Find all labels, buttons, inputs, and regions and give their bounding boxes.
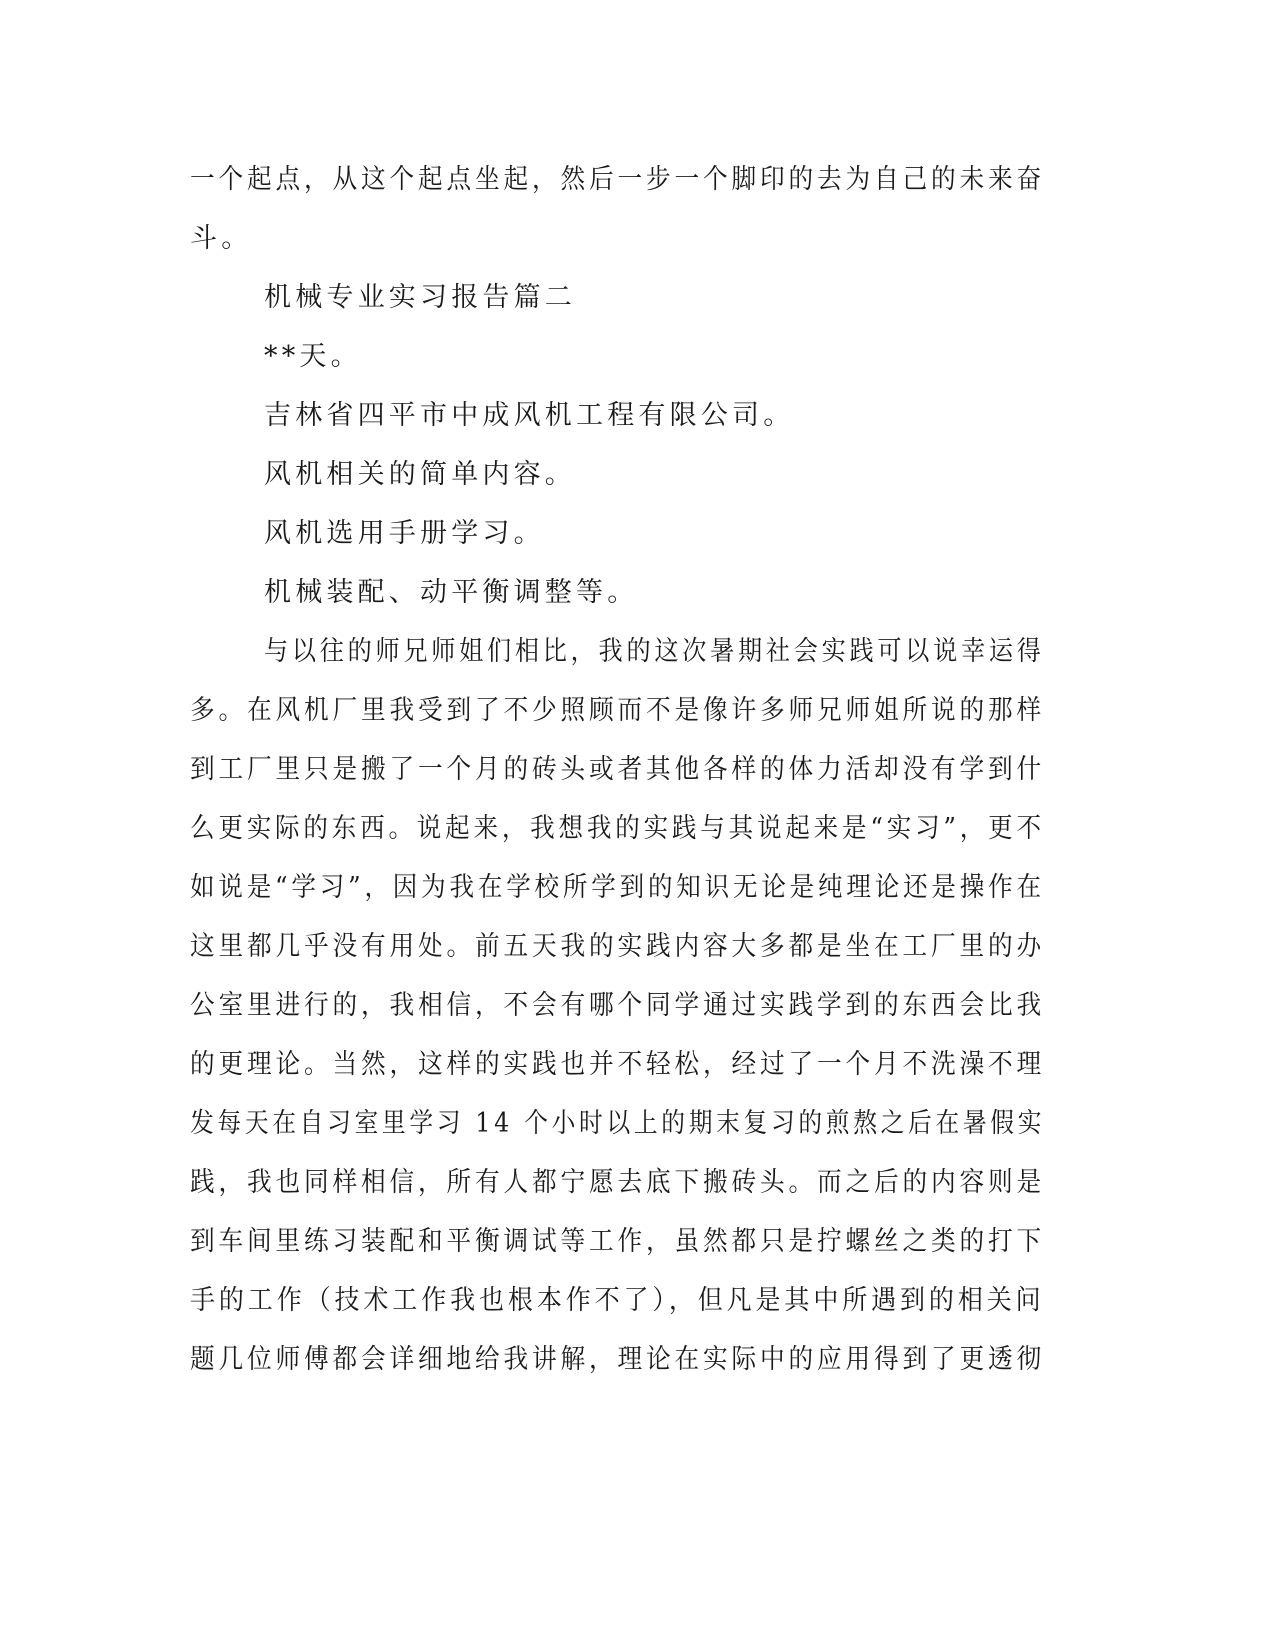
paragraph-line: 一个起点，从这个起点坐起，然后一步一个脚印的去为自己的未来奋 — [190, 164, 1045, 195]
paragraph-line: 手的工作（技术工作我也根本作不了），但凡是其中所遇到的相关问 — [190, 1285, 1045, 1316]
paragraph-line: 斗。 — [190, 223, 253, 254]
paragraph-line: 这里都几乎没有用处。前五天我的实践内容大多都是坐在工厂里的办 — [190, 931, 1045, 962]
paragraph-line: 践，我也同样相信，所有人都宁愿去底下搬砖头。而之后的内容则是 — [190, 1167, 1045, 1198]
paragraph-line: 机械装配、动平衡调整等。 — [264, 577, 639, 608]
section-heading: 机械专业实习报告篇二 — [264, 282, 576, 313]
paragraph-line: 吉林省四平市中成风机工程有限公司。 — [264, 400, 795, 431]
paragraph-line: 风机相关的简单内容。 — [264, 459, 576, 490]
paragraph-line: 发每天在自习室里学习 14 个小时以上的期末复习的煎熬之后在暑假实 — [190, 1108, 1046, 1139]
paragraph-line: 与以往的师兄师姐们相比，我的这次暑期社会实践可以说幸运得 — [264, 636, 1045, 667]
paragraph-line: 的更理论。当然，这样的实践也并不轻松，经过了一个月不洗澡不理 — [190, 1049, 1045, 1080]
paragraph-line: 多。在风机厂里我受到了不少照顾而不是像许多师兄师姐所说的那样 — [190, 695, 1045, 726]
paragraph-line: 公室里进行的，我相信，不会有哪个同学通过实践学到的东西会比我 — [190, 990, 1045, 1021]
paragraph-line: 风机选用手册学习。 — [264, 518, 545, 549]
paragraph-line: 到工厂里只是搬了一个月的砖头或者其他各样的体力活却没有学到什 — [190, 754, 1045, 785]
paragraph-line: 么更实际的东西。说起来，我想我的实践与其说起来是“实习”，更不 — [190, 813, 1045, 844]
paragraph-line: 如说是“学习”，因为我在学校所学到的知识无论是纯理论还是操作在 — [190, 872, 1045, 903]
paragraph-line: 到车间里练习装配和平衡调试等工作，虽然都只是拧螺丝之类的打下 — [190, 1226, 1045, 1257]
paragraph-line: **天。 — [264, 341, 362, 372]
paragraph-line: 题几位师傅都会详细地给我讲解，理论在实际中的应用得到了更透彻 — [190, 1344, 1045, 1375]
